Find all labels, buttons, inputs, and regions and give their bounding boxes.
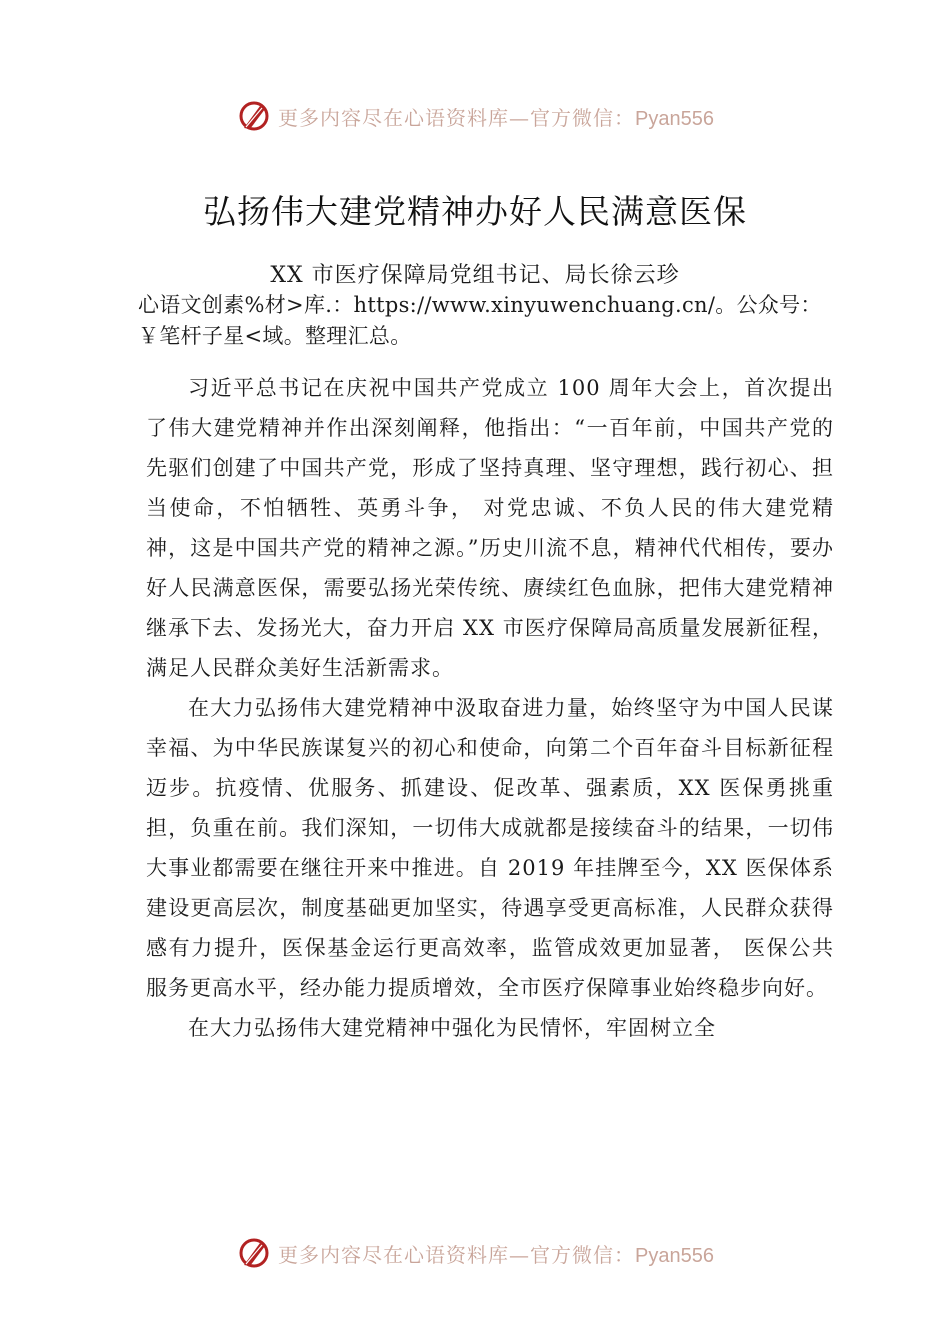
banner-text: 更多内容尽在心语资料库—官方微信：Pyan556 bbox=[278, 1242, 714, 1267]
banner-account: Pyan556 bbox=[635, 1244, 714, 1267]
banner-account: Pyan556 bbox=[635, 107, 714, 130]
document-body bbox=[146, 368, 834, 1048]
quill-logo-icon bbox=[236, 1235, 272, 1271]
document-author: XX 市医疗保障局党组书记、局长徐云珍 bbox=[270, 263, 680, 288]
quill-logo-icon bbox=[236, 98, 272, 134]
body-paragraph: 在大力弘扬伟大建党精神中汲取奋进力量，始终坚守为中国人民谋幸福、为中华民族谋复兴的初心和使命，向第二个百年奋斗目标新征程迈步。抗疫情、优服务、抓建设、促改革、强素质，XX 医保勇挑重担，负重在前。我们深知，一切伟大成就都是接续奋斗的结果，一切伟大事业都需要在继往开来中推进。自 2019 年挂牌至今，XX 医保体系建设更高层次，制度基础更加坚实，待遇享受更高标准，人民群众获得感有力提升，医保基金运行更高效率，监管成效更加显著， 医保公共服务更高水平，经办能力提质增效，全市医疗保障事业始终稳步向好。 bbox=[146, 696, 834, 1000]
body-paragraph: 习近平总书记在庆祝中国共产党成立 100 周年大会上，首次提出了伟大建党精神并作出深刻阐释，他指出：“一百年前，中国共产党的先驱们创建了中国共产党，形成了坚持真理、坚守理想，践行初心、担当使命，不怕牺牲、英勇斗争， 对党忠诚、不负人民的伟大建党精神，这是中国共产党的精神之源。”历史川流不息，精神代代相传，要办好人民满意医保，需要弘扬光荣传统、赓续红色血脉，把伟大建党精神继承下去、发扬光大，奋力开启 XX 市医疗保障局高质量发展新征程，满足人民群众美好生活新需求。 bbox=[146, 376, 834, 680]
header-watermark-banner bbox=[0, 96, 950, 136]
document-title: 弘扬伟大建党精神办好人民满意医保 bbox=[203, 192, 747, 231]
source-note: 心语文创素%材>库.：https://www.xinyuwenchuang.cn/。公众号：￥笔杆子星<域。整理汇总。 bbox=[138, 293, 822, 348]
footer-watermark-banner bbox=[0, 1233, 950, 1273]
body-paragraph: 在大力弘扬伟大建党精神中强化为民情怀，牢固树立全 bbox=[188, 1016, 716, 1040]
banner-text: 更多内容尽在心语资料库—官方微信：Pyan556 bbox=[278, 105, 714, 130]
